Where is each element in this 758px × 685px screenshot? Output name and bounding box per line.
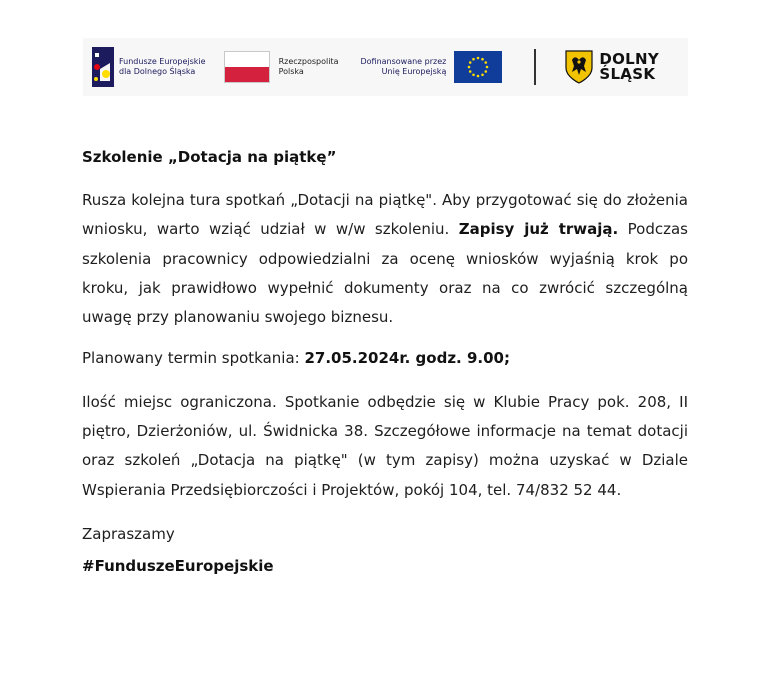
logo-divider xyxy=(534,49,536,85)
eu-star xyxy=(482,58,485,61)
dolny-slask-text xyxy=(599,52,659,82)
eu-logo-line1: Dofinansowane przez xyxy=(360,57,447,66)
fundusze-europejskie-logo xyxy=(92,47,206,87)
fe-logo-line2: dla Dolnego Śląska xyxy=(119,67,196,76)
eu-star xyxy=(469,61,472,64)
paragraph-details: Ilość miejsc ograniczona. Spotkanie odbędzie się w Klubie Pracy pok. 208, II piętro, Dzierżoniów, ul. Świdnicka 38. Szczegółowe informacje na temat dotacji oraz szkoleń „Dotacja na piątkę" (w tym zapisy) można uzyskać w Dziale Wspierania Przedsiębiorczości i Projektów, pokój 104, tel. 74/832 52 44. xyxy=(82,392,688,499)
article-title: Szkolenie „Dotacja na piątkę” xyxy=(82,148,337,166)
rzeczpospolita-text xyxy=(279,57,339,77)
pl-logo-line1: Rzeczpospolita xyxy=(278,57,339,66)
eu-funding-text xyxy=(360,57,446,77)
ds-logo-line1: DOLNY xyxy=(599,50,660,68)
meeting-date-value: 27.05.2024r. godz. 9.00; xyxy=(304,349,510,368)
eu-star xyxy=(486,66,489,69)
polish-flag-icon xyxy=(224,51,270,83)
article-content xyxy=(82,145,688,582)
eu-star xyxy=(477,57,480,60)
meeting-date-label: Planowany termin spotkania: xyxy=(82,349,305,368)
eu-star xyxy=(469,70,472,73)
eu-star xyxy=(473,73,476,76)
eu-star xyxy=(468,66,471,69)
intro-text: Rusza kolejna tura spotkań „Dotacji na piątkę". Aby przygotować się do złożenia wniosku, warto wziąć udział w w/w szkoleniu. xyxy=(82,191,688,239)
eu-star xyxy=(473,58,476,61)
eu-flag-icon xyxy=(454,51,502,83)
dolny-slask-logo xyxy=(565,50,659,84)
registration-open-text: Zapisy już trwają. xyxy=(458,220,619,239)
fe-logo-text xyxy=(119,57,206,77)
hashtag xyxy=(82,552,688,581)
pl-logo-line2: Polska xyxy=(278,67,304,76)
dolny-slask-crest-icon xyxy=(565,50,593,84)
logo-strip xyxy=(83,38,688,96)
eu-star xyxy=(477,75,480,78)
paragraph-invitation: Zapraszamy xyxy=(82,524,175,543)
eu-logo-line2: Unię Europejską xyxy=(381,67,447,76)
paragraph-intro xyxy=(82,186,688,332)
ds-logo-line2: ŚLĄSK xyxy=(599,65,656,83)
hashtag-text: #FunduszeEuropejskie xyxy=(82,557,274,576)
fe-logo-icon xyxy=(92,47,114,87)
eu-funding-logo xyxy=(360,51,502,83)
rzeczpospolita-logo xyxy=(224,51,339,83)
eu-star xyxy=(485,70,488,73)
eu-star xyxy=(482,73,485,76)
intro-text-continued: Podczas szkolenia pracownicy odpowiedzialni za ocenę wniosków wyjaśnią krok po kroku, jak prawidłowo wypełnić dokumenty oraz na co zwrócić szczególną uwagę przy planowaniu swojego biznesu. xyxy=(82,220,688,327)
eu-star xyxy=(485,61,488,64)
paragraph-meeting-date xyxy=(82,344,688,373)
fe-logo-line1: Fundusze Europejskie xyxy=(119,57,206,66)
